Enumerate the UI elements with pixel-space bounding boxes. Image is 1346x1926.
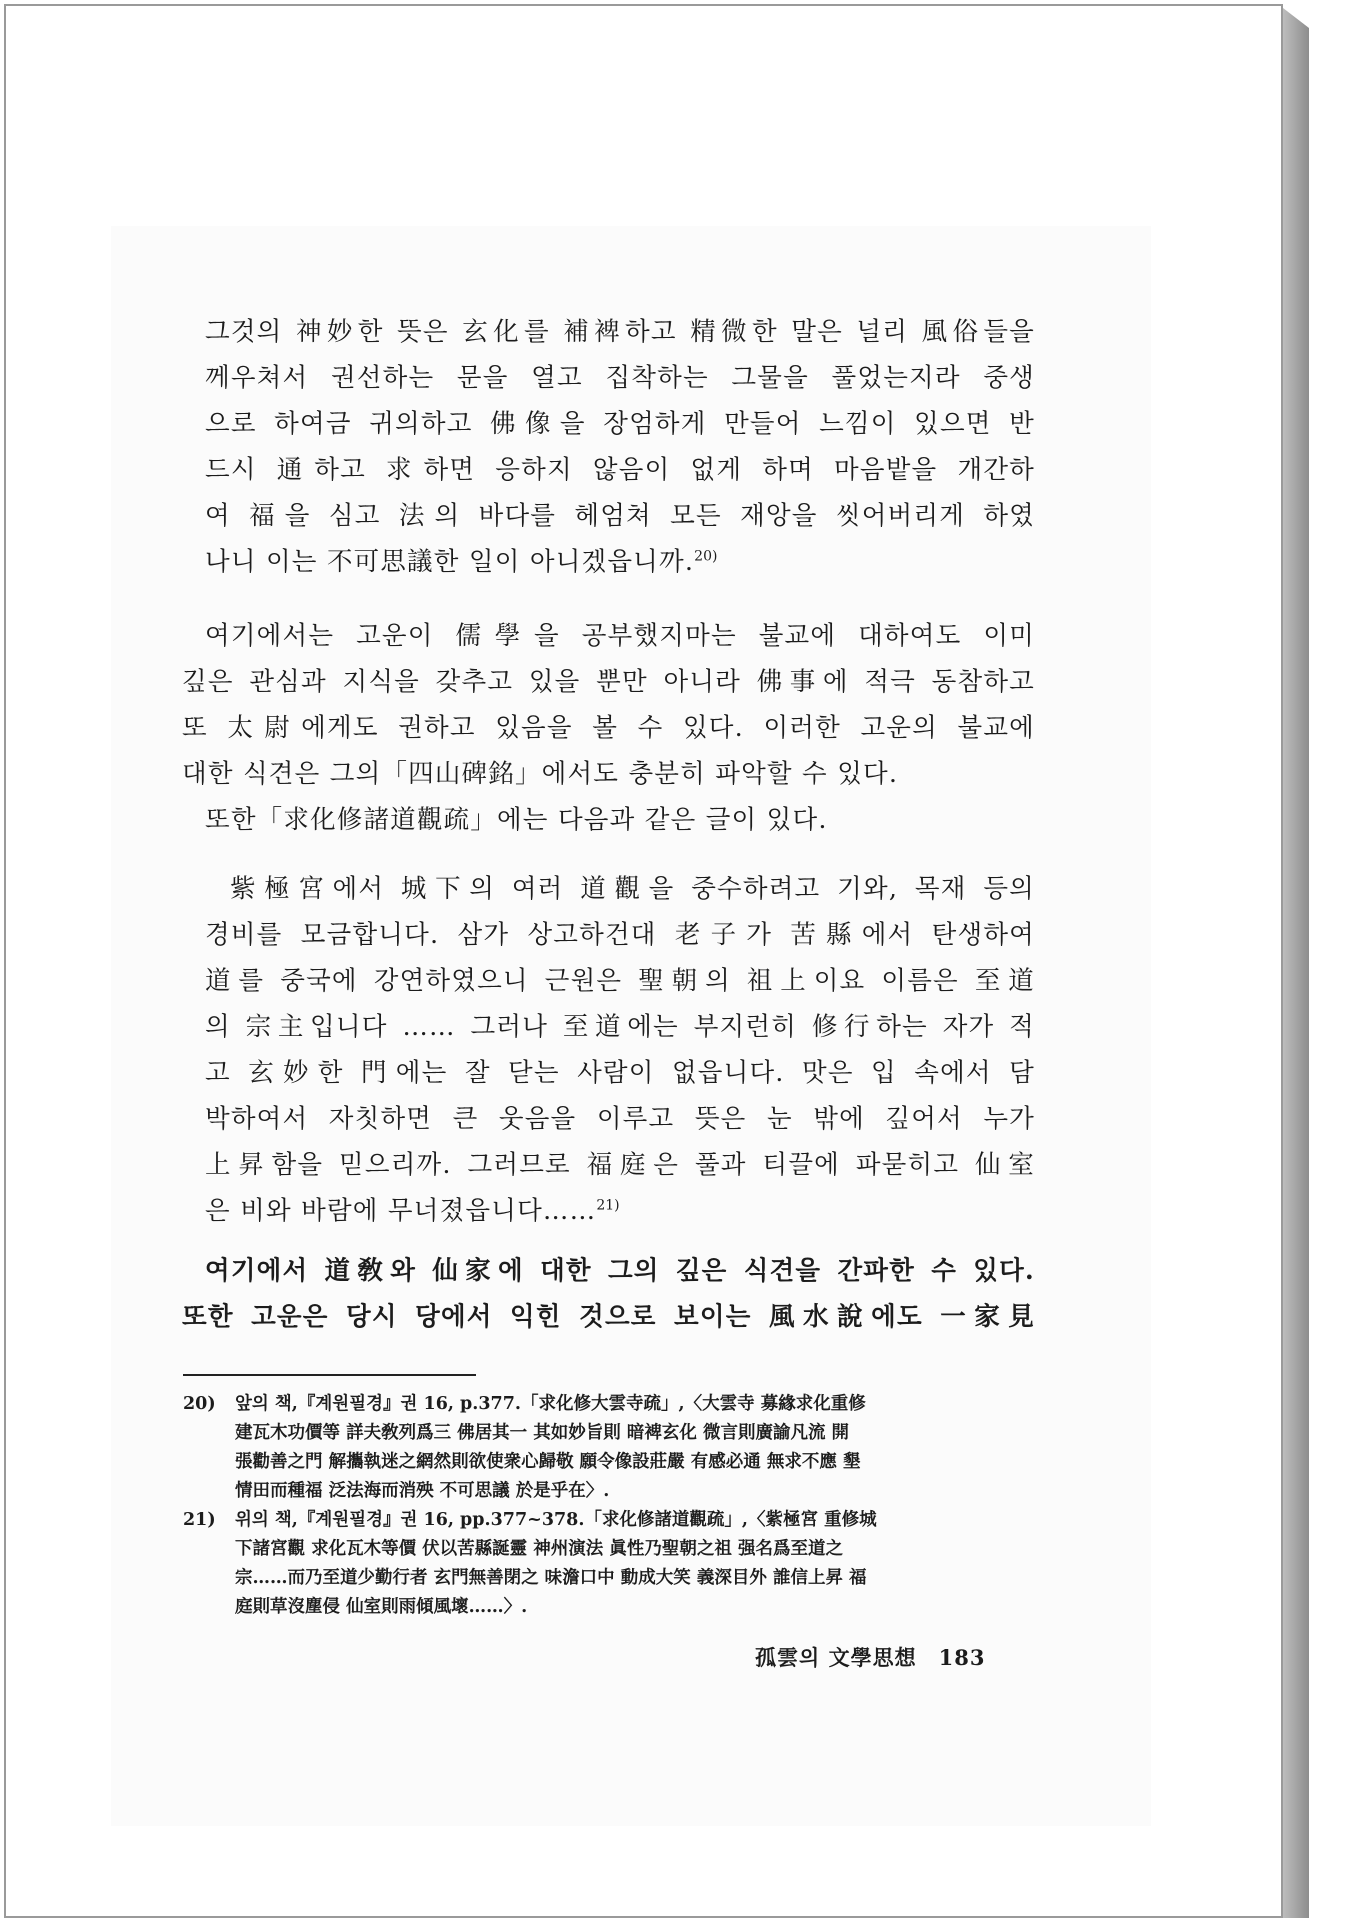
text-line: 여기에서는 고운이 儒學을 공부했지마는 불교에 대하여도 이미	[205, 621, 1035, 651]
footnote-line: 情田而種福 泛法海而消殃 不可思議 於是乎在〉.	[235, 1481, 610, 1501]
text-line: 고 玄妙한 門에는 잘 닫는 사람이 없읍니다. 맛은 입 속에서 담	[205, 1058, 1035, 1088]
footnote-line: 張勸善之門 解攜執迷之網然則欲使衆心歸敬 願令像設莊嚴 有感必通 無求不應 墾	[235, 1452, 861, 1472]
text-line: 紫極宮에서 城下의 여러 道觀을 중수하려고 기와, 목재 등의	[230, 874, 1035, 904]
text-line: 께우쳐서 권선하는 문을 열고 집착하는 그물을 풀었는지라 중생	[205, 363, 1035, 393]
text-line: 道를 중국에 강연하였으니 근원은 聖朝의 祖上이요 이름은 至道	[205, 966, 1035, 996]
text-line: 여기에서 道敎와 仙家에 대한 그의 깊은 식견을 간파한 수 있다.	[205, 1256, 1035, 1286]
quotation-paragraph	[205, 866, 1035, 1234]
footnote-line: 建瓦木功價等 詳夫敎列爲三 佛居其一 其如妙旨則 暗裨玄化 微言則廣諭凡流 開	[235, 1423, 850, 1443]
footnote-number: 21)	[183, 1510, 216, 1530]
text-line: 박하여서 자칫하면 큰 웃음을 이루고 뜻은 눈 밖에 깊어서 누가	[205, 1104, 1035, 1134]
footnote-line: 庭則草沒塵侵 仙室則雨傾風壞……〉.	[235, 1597, 528, 1617]
text-line: 으로 하여금 귀의하고 佛像을 장엄하게 만들어 느낌이 있으면 반	[205, 409, 1035, 439]
footnote-number: 20)	[183, 1394, 216, 1414]
paragraph-1	[205, 309, 1035, 585]
footnote-rule	[183, 1374, 476, 1376]
footnote-ref-21: 21)	[596, 1197, 620, 1214]
text-line: 또한 고운은 당시 당에서 익힌 것으로 보이는 風水說에도 一家見	[182, 1302, 1035, 1332]
footnote-ref-20: 20)	[694, 548, 718, 565]
text-line: 은 비와 바람에 무너졌읍니다……	[205, 1196, 597, 1226]
footnote-20	[183, 1390, 1033, 1506]
text-line: 여 福을 심고 法의 바다를 헤엄쳐 모든 재앙을 씻어버리게 하였	[205, 501, 1035, 531]
page-number: 183	[938, 1645, 986, 1670]
footnote-line: 下諸宮觀 求化瓦木等價 伏以苦縣誕靈 神州演法 眞性乃聖朝之祖 强名爲至道之	[235, 1539, 843, 1559]
text-line-with-ref	[205, 1188, 1035, 1234]
footnotes	[183, 1390, 1033, 1622]
text-line: 경비를 모금합니다. 삼가 상고하건대 老子가 苦縣에서 탄생하여	[205, 920, 1035, 950]
text-line: 또한「求化修諸道觀疏」에는 다음과 같은 글이 있다.	[205, 805, 828, 835]
running-footer	[755, 1642, 985, 1672]
footnote-line: 宗……而乃至道少勤行者 玄門無善閉之 味澹口中 動成大笑 義深目外 誰信上昇 福	[235, 1568, 867, 1588]
footnote-line: 앞의 책,『계원필경』권 16, p.377.「求化修大雲寺疏」,〈大雲寺 募緣求化重修	[235, 1394, 866, 1414]
text-line: 上昇함을 믿으리까. 그러므로 福庭은 풀과 티끌에 파묻히고 仙室	[205, 1150, 1035, 1180]
running-title: 孤雲의 文學思想	[755, 1645, 917, 1670]
text-line: 깊은 관심과 지식을 갖추고 있을 뿐만 아니라 佛事에 적극 동참하고	[182, 667, 1035, 697]
text-line-with-ref	[205, 539, 1035, 585]
paragraph-2	[182, 613, 1035, 843]
footnote-line: 위의 책,『계원필경』권 16, pp.377~378.「求化修諸道觀疏」,〈紫極宮 重修城	[235, 1510, 877, 1530]
page-edge-shadow	[1283, 8, 1309, 1918]
text-line: 의 宗主입니다 …… 그러나 至道에는 부지런히 修行하는 자가 적	[205, 1012, 1035, 1042]
text-line: 대한 식견은 그의「四山碑銘」에서도 충분히 파악할 수 있다.	[182, 759, 899, 789]
footnote-21	[183, 1506, 1033, 1622]
text-line: 드시 通하고 求하면 응하지 않음이 없게 하며 마음밭을 개간하	[205, 455, 1035, 485]
paragraph-4	[182, 1248, 1035, 1340]
text-line: 그것의 神妙한 뜻은 玄化를 補裨하고 精微한 말은 널리 風俗들을	[205, 317, 1035, 347]
text-line: 나니 이는 不可思議한 일이 아니겠읍니까.	[205, 547, 695, 577]
text-line: 또 太尉에게도 권하고 있음을 볼 수 있다. 이러한 고운의 불교에	[182, 713, 1035, 743]
